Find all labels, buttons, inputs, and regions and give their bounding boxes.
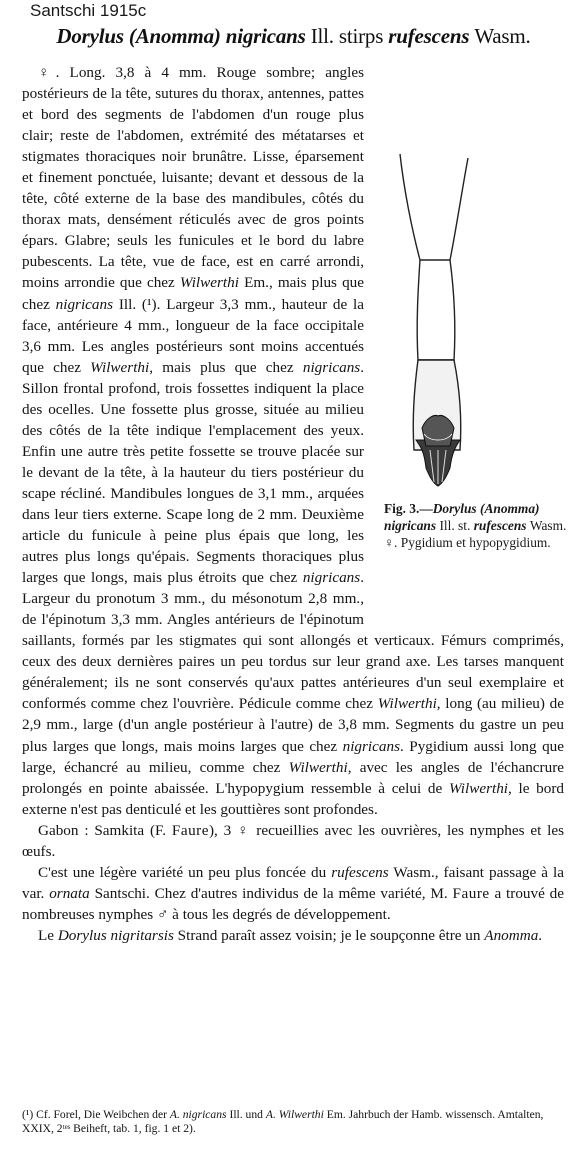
taxon-name: nigricans: [302, 569, 361, 587]
locality-text: Gabon : Samkita (F.: [38, 821, 167, 839]
taxon-name: Wilwerthi: [90, 358, 150, 376]
female-symbol: ♀.: [38, 64, 60, 81]
taxon-name: Wilwerthi: [377, 695, 437, 713]
taxon-name: Anomma: [484, 926, 539, 944]
taxon-name: ornata: [49, 884, 90, 902]
desc-text: , long (au milieu) de 2,9 mm., large (d'un angle postérieur à l'autre) de 3,8 mm. Segments du gastre un peu plus larges que longs, mais moins larges que chez: [22, 695, 564, 755]
taxon-name: nigricans: [302, 358, 361, 376]
note-text: Strand paraît assez voisin; je le soupçonne être un: [177, 926, 481, 944]
desc-text: , avec les angles de l'échancrure prolongés en pointe abaissée. L'hypopygium ressemble à celui de: [22, 758, 564, 797]
desc-text: , mais plus que chez: [149, 358, 294, 376]
title-rank: stirps: [338, 24, 384, 48]
note-text: .: [538, 926, 543, 944]
description-paragraph: [22, 62, 567, 820]
remark-text: Wasm., faisant passage à la var.: [22, 863, 564, 902]
footnote-text: Em. Jahrbuch der Hamb. wissensch. Amtalten, XXIX, 2ᵗᵉˢ Beiheft, tab. 1, fig. 1 et 2).: [22, 1108, 544, 1135]
desc-text: Em., mais plus que chez: [22, 274, 364, 313]
figure-author: Ill. st.: [439, 518, 471, 533]
remark-paragraph: [22, 862, 564, 925]
desc-text: Long. 3,8 à 4 mm. Rouge sombre; angles postérieurs de la tête, sutures du thorax, antennes, pattes et bord des segments de l'abdomen d'un rouge plus clair; reste de l'abdomen, extrémité des métatarses et stigmates thoraciques noir brunâtre. Lisse, éparsement et finement ponctuée, luisante; devant et dessous de la tête, côté externe de la base des mandibules, côtés du thorax mats, densément réticulés avec de gros points épars. Glabre; seuls les funicules et le bord du labre pubescents. La tête, vue de face, est en carré arrondi, moins arrondie que chez: [22, 64, 365, 292]
remark-text: C'est une légère variété un peu plus foncée du: [38, 863, 327, 881]
title-variety-author: Wasm.: [474, 24, 531, 48]
desc-text: . Largeur du pronotum 3 mm., du mésonotum 2,8 mm., de l'épinotum 3,3 mm. Angles antérieurs de l'épinotum saillants, formés par les stigmates qui sont allongés et verticaux. Fémurs comprimés, ceux des deux dernières paires un peu tordus sur leur grand axe. Les tarses manquent généralement; ils ne sont conservés qu'aux pattes antérieures d'un seul exemplaire et conformés comme chez l'ouvrière. Pédicule comme chez: [22, 569, 564, 713]
taxon-name: A. nigricans: [169, 1108, 227, 1121]
figure-taxon: Dorylus (Anomma) nigricans: [384, 501, 540, 533]
title-genus: Dorylus: [56, 24, 124, 48]
collector-name: Faure: [171, 821, 209, 839]
taxon-name: Wilwerthi: [179, 274, 239, 292]
note-text: Le: [38, 926, 55, 944]
note-paragraph: [22, 925, 564, 946]
figure-variety-author: Wasm. ♀.: [384, 518, 567, 550]
figure-label: Fig. 3.—: [384, 501, 433, 516]
taxon-name: nigricans: [55, 295, 114, 313]
taxon-name: A. Wilwerthi: [265, 1108, 324, 1121]
taxon-name: Dorylus nigritarsis: [57, 926, 174, 944]
description-body: [22, 62, 567, 946]
title-subgenus: (Anomma): [128, 24, 221, 48]
footnote-text: (¹) Cf. Forel, Die Weibchen der: [22, 1108, 167, 1121]
remark-text: Santschi. Chez d'autres individus de la même variété, M.: [94, 884, 448, 902]
taxon-name: nigricans: [342, 737, 400, 755]
desc-text: , le bord externe n'est pas denticulé et les gouttières sont profondes.: [22, 779, 565, 818]
footnote-text: Ill. und: [229, 1108, 263, 1121]
remark-text: a trouvé de nombreuses nymphes ♂ à tous les degrés de développement.: [22, 884, 565, 923]
running-head: Santschi 1915c: [30, 1, 147, 20]
desc-text: . Sillon frontal profond, trois fossettes indiquent la place des ocelles. Une fossette plus grosse, située au milieu des côtés de la tête indique l'emplacement des yeux. Enfin une autre très petite fossette se trouve placée sur le devant de la tête, à la hauteur du tiers postérieur du scape récliné. Mandibules longues de 3,1 mm., arquées dans leur tiers externe. Scape long de 2 mm. Deuxième article du funicule à peine plus épais que long, les autres plus longs qu'épais. Segments thoraciques plus larges que longs, mais plus étroits que chez: [22, 358, 365, 587]
title-variety: rufescens: [388, 24, 470, 48]
desc-text: . Pygidium aussi long que large, échancré au milieu, comme chez: [22, 737, 564, 776]
page-title: [0, 24, 587, 49]
taxon-name: rufescens: [331, 863, 389, 881]
figure-description: Pygidium et hypopygidium.: [400, 535, 551, 550]
taxon-name: Wilwerthi: [448, 779, 509, 797]
title-author: Ill.: [310, 24, 334, 48]
locality-text: ), 3 ♀ recueillies avec les ouvrières, les nymphes et les œufs.: [22, 821, 565, 860]
title-species: nigricans: [225, 24, 306, 48]
locality-paragraph: [22, 820, 564, 862]
desc-text: Ill. (¹). Largeur 3,3 mm., hauteur de la face, antérieure 4 mm., longueur de la face occipitale 3,6 mm. Les angles postérieurs sont moins accentués que chez: [22, 295, 365, 376]
figure-variety: rufescens: [473, 518, 527, 533]
collector-name: Faure: [452, 884, 490, 902]
footnote: [22, 1108, 567, 1136]
taxon-name: Wilwerthi: [288, 758, 348, 776]
